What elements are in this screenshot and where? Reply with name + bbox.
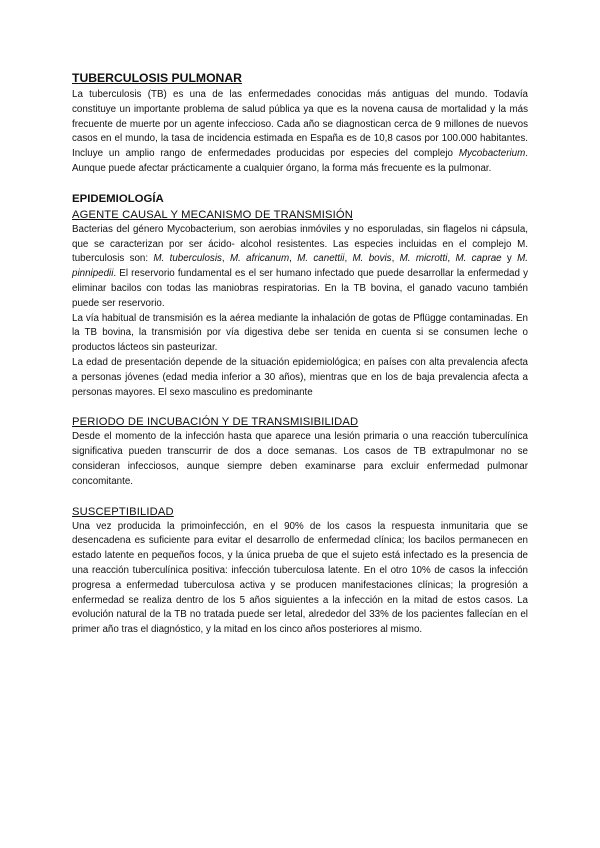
species-tuberculosis: M. tuberculosis bbox=[153, 253, 222, 265]
document-title: TUBERCULOSIS PULMONAR bbox=[72, 71, 242, 85]
species-caprae: M. caprae bbox=[455, 253, 502, 265]
species-canettii: M. canettii bbox=[297, 253, 345, 265]
sep: , bbox=[391, 253, 400, 265]
sep: , bbox=[289, 253, 298, 265]
species-microtti: M. microtti bbox=[399, 253, 448, 265]
section-heading-epidemiologia: EPIDEMIOLOGÍA bbox=[72, 192, 164, 205]
species-africanum: M. africanum bbox=[229, 253, 290, 265]
agente-paragraph-3: La edad de presentación depende de la situación epidemiológica; en países con alta prevalencia afecta a personas jóvenes (edad media inferior a 30 años), mientras que en los de baja prevalencia afecta a personas mayores. El sexo masculino es predominante bbox=[72, 356, 528, 398]
agente-paragraph-2: La vía habitual de transmisión es la aérea mediante la inhalación de gotas de Pflügge contaminadas. En la TB bovina, la transmisión por vía digestiva debe ser tenida en cuenta si se consumen leche o productos lácteos sin pasteurizar. bbox=[72, 312, 528, 354]
intro-text-1: La tuberculosis (TB) es una de las enfermedades conocidas más antiguas del mundo. Todavía constituye un importante problema de salud pública ya que es la novena causa de mortalidad y la más frecuente de muerte por un agente infeccioso. Cada año se diagnostican cerca de 9 millones de nuevos casos en el mundo, la tasa de incidencia estimada en España es de 10,8 casos por 100.000 habitantes. Incluye un amplio rango de enfermedades producidas por especies del complejo bbox=[72, 89, 528, 160]
susceptibilidad-paragraph-1: Una vez producida la primoinfección, en el 90% de los casos la respuesta inmunitaria que se desencadena es suficiente para evitar el desarrollo de enfermedad clínica; los bacilos permanecen en estado latente en pequeños focos, y la única prueba de que el sujeto está infectado es la presencia de una reacción tuberculínica positiva: infección tuberculosa latente. En el otro 10% de casos la infección progresa a enfermedad tuberculosa activa y se producen manifestaciones clínicas; la progresión a enfermedad se realiza dentro de los 5 años siguientes a la infección en la mitad de estos casos. La evolución natural de la TB no tratada puede ser letal, alrededor del 33% de los pacientes fallecían en el primer año tras el diagnóstico, y la mitad en los cinco años posteriores al mismo. bbox=[72, 520, 528, 636]
sep: , bbox=[344, 253, 353, 265]
intro-text-2: . Aunque puede afectar prácticamente a cualquier órgano, la forma más frecuente es la pulmonar. bbox=[72, 148, 528, 174]
subsection-heading-periodo: PERIODO DE INCUBACIÓN Y DE TRANSMISIBILIDAD bbox=[72, 416, 359, 429]
sep: y bbox=[501, 253, 518, 265]
agente-p1-text-1: Bacterias del género Mycobacterium, son aerobias inmóviles y no esporuladas, sin flagelos ni cápsula, que se caracterizan por ser ácido- alcohol resistentes. Las especies incluidas en el complejo M. tuberculosis son: bbox=[72, 223, 528, 265]
document-body bbox=[72, 70, 528, 638]
agente-paragraph-1 bbox=[72, 223, 528, 312]
intro-italic-1: Mycobacterium bbox=[458, 148, 526, 160]
species-bovis: M. bovis bbox=[352, 253, 392, 265]
agente-p1-text-2: . El reservorio fundamental es el ser humano infectado que puede desarrollar la enfermedad y eliminar bacilos con todas las maniobras respiratorias. En la TB bovina, el ganado vacuno también puede ser reservorio. bbox=[72, 268, 528, 309]
periodo-paragraph-1: Desde el momento de la infección hasta que aparece una lesión primaria o una reacción tuberculínica significativa pueden transcurrir de dos a doce semanas. Los casos de TB extrapulmonar no se consideran infecciosos, aunque siempre deben examinarse para excluir enfermedad pulmonar concomitante. bbox=[72, 431, 528, 487]
subsection-heading-susceptibilidad: SUSCEPTIBILIDAD bbox=[72, 505, 174, 518]
sep: , bbox=[447, 253, 456, 265]
subsection-heading-agente: AGENTE CAUSAL Y MECANISMO DE TRANSMISIÓN bbox=[72, 208, 353, 221]
species-pinnipedii: M. pinnipedii bbox=[72, 253, 529, 280]
intro-paragraph bbox=[72, 88, 528, 177]
sep: , bbox=[221, 253, 230, 265]
